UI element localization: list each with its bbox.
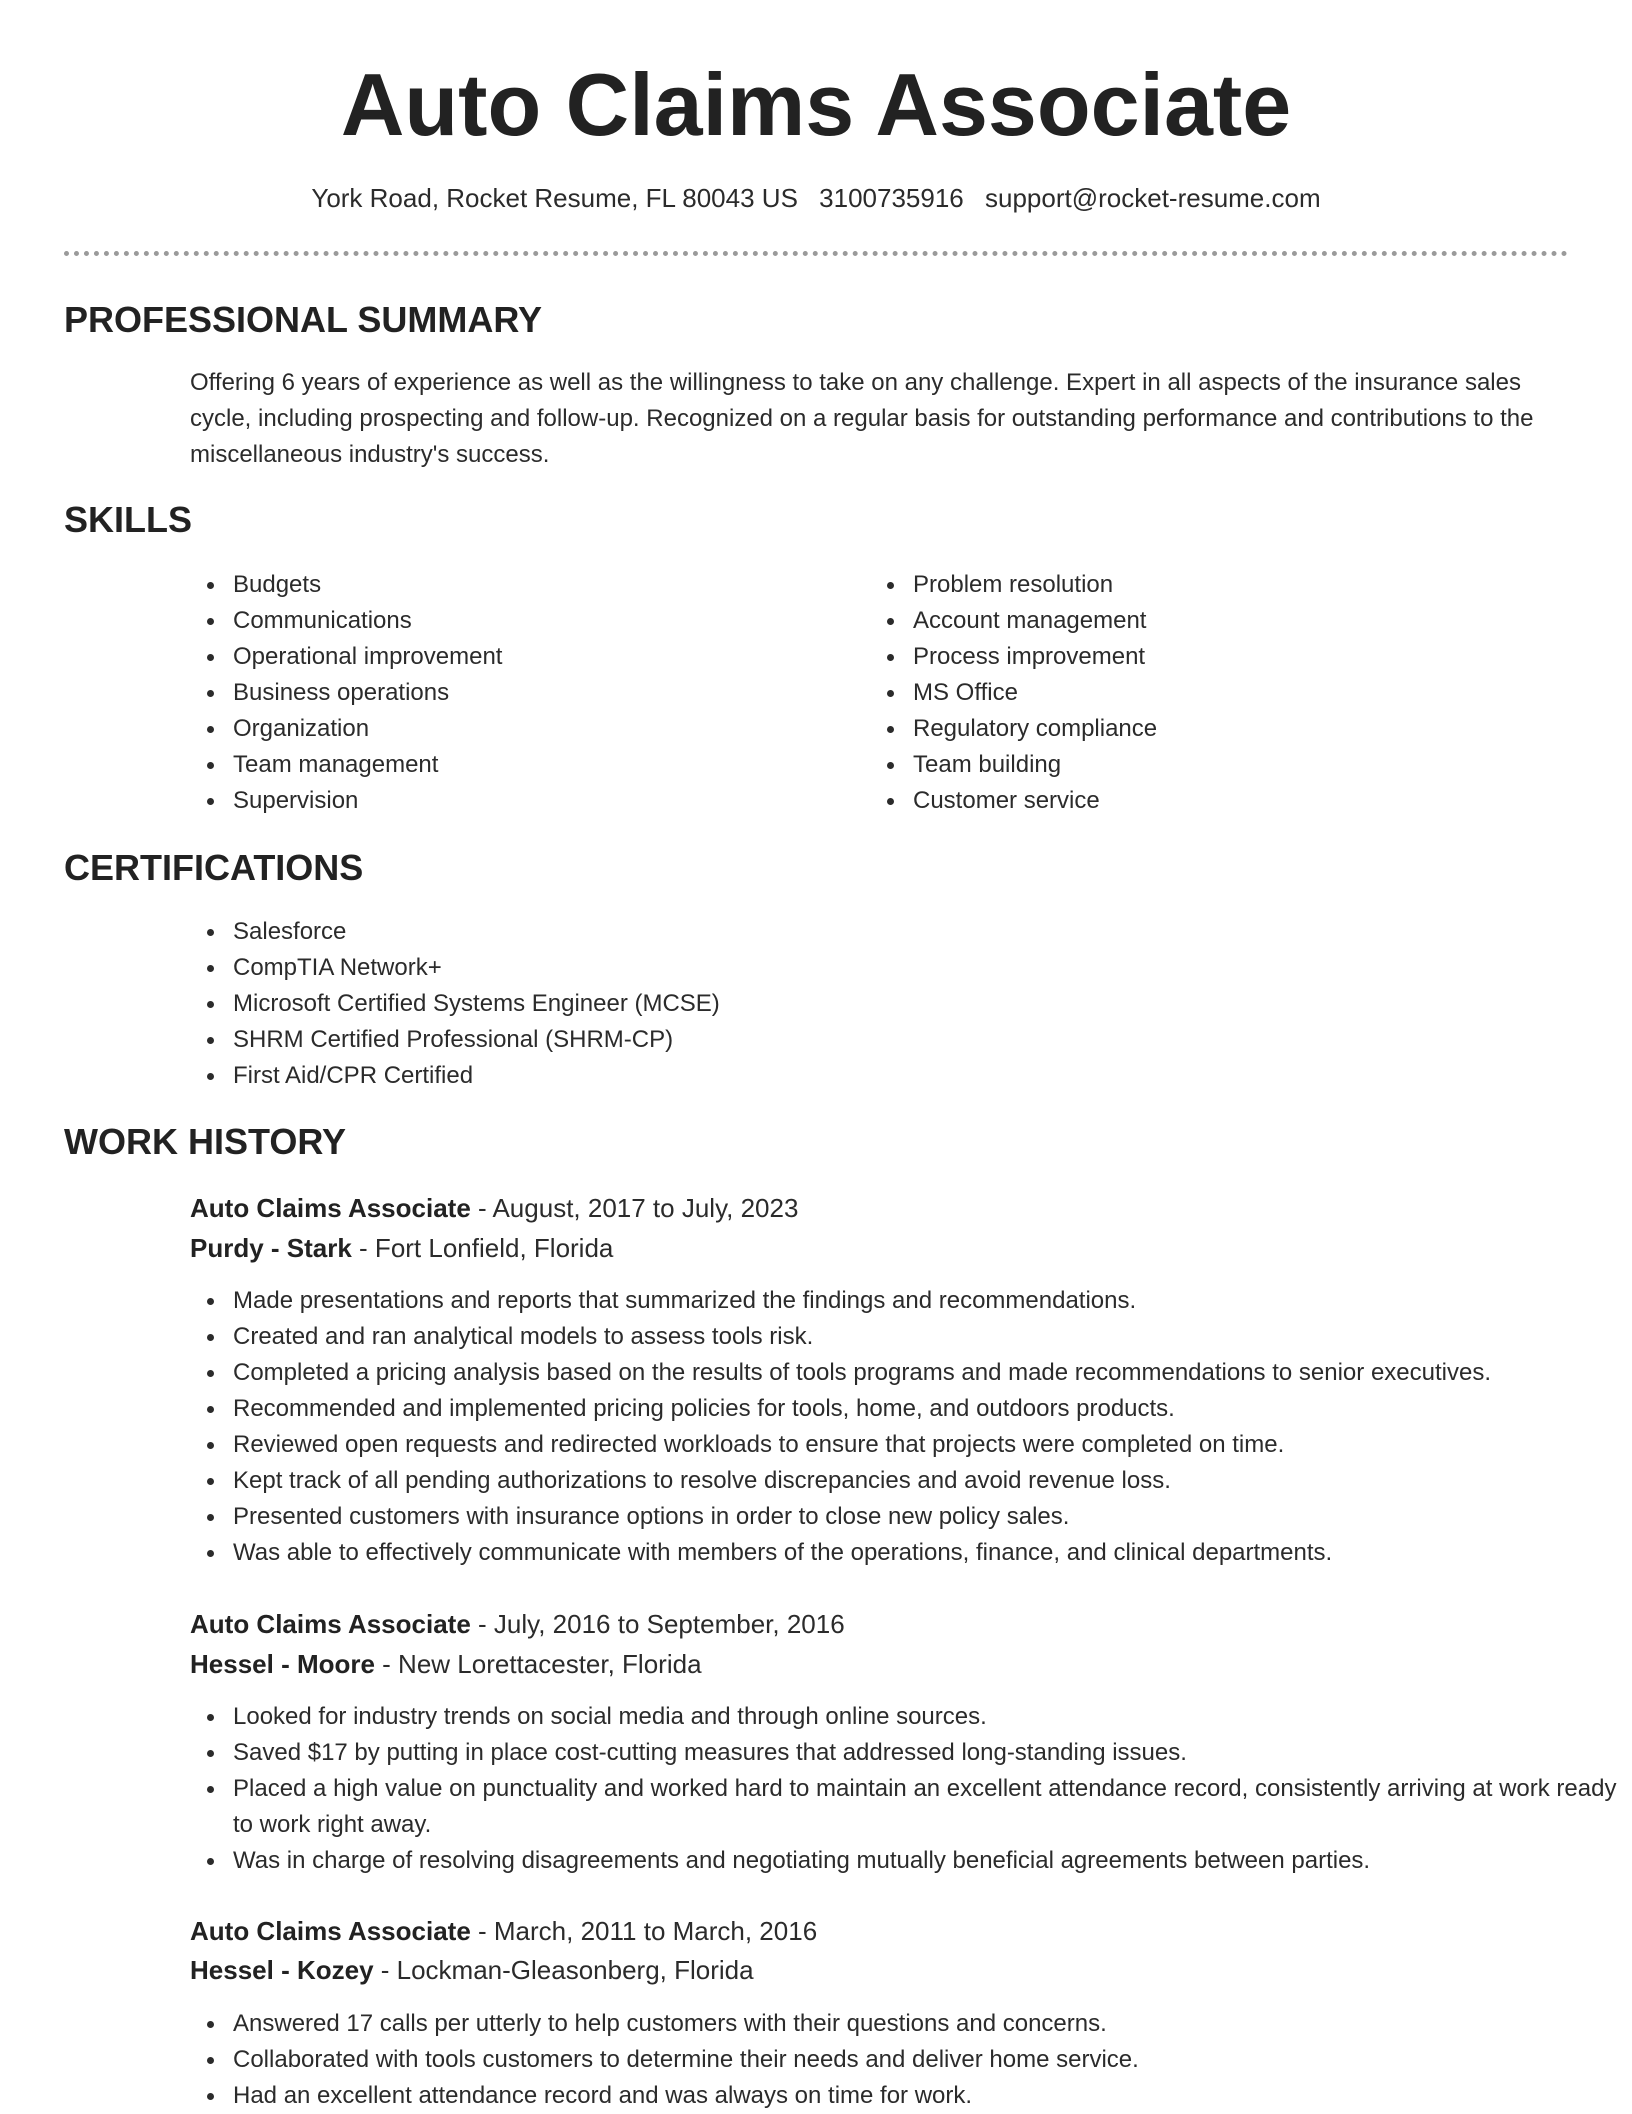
job-role: Auto Claims Associate bbox=[190, 1609, 471, 1639]
skill-item: Communications bbox=[233, 603, 833, 639]
work-history-heading: WORK HISTORY bbox=[64, 1121, 347, 1162]
job-bullet: Created and ran analytical models to assess tools risk. bbox=[233, 1319, 1623, 1355]
job-bullet: Presented customers with insurance options in order to close new policy sales. bbox=[233, 1499, 1623, 1535]
job-company: Hessel - Moore bbox=[190, 1649, 375, 1679]
job-bullet: Looked for industry trends on social media and through online sources. bbox=[233, 1699, 1623, 1735]
skill-item: Organization bbox=[233, 711, 833, 747]
certification-item: First Aid/CPR Certified bbox=[233, 1058, 1573, 1094]
skill-item: Supervision bbox=[233, 783, 833, 819]
job-dates: - July, 2016 to September, 2016 bbox=[470, 1609, 845, 1639]
job-role: Auto Claims Associate bbox=[190, 1193, 471, 1223]
skill-item: Team building bbox=[913, 747, 1563, 783]
skill-item: Operational improvement bbox=[233, 639, 833, 675]
summary-text: Offering 6 years of experience as well as the willingness to take on any challenge. Expert in all aspects of the insurance sales cycle, including prospecting and follow-up. Recognized on a regular basis for outstanding performance and contributions to the miscellaneous industry's success. bbox=[190, 369, 1534, 468]
job-role: Auto Claims Associate bbox=[190, 1916, 471, 1946]
skill-item: Customer service bbox=[913, 783, 1563, 819]
skill-item: Budgets bbox=[233, 567, 833, 603]
job-bullet: Had an excellent attendance record and was always on time for work. bbox=[233, 2078, 1623, 2114]
certifications-heading: CERTIFICATIONS bbox=[64, 847, 364, 888]
skill-item: MS Office bbox=[913, 675, 1563, 711]
job-location: - New Lorettacester, Florida bbox=[374, 1649, 702, 1679]
certification-item: SHRM Certified Professional (SHRM-CP) bbox=[233, 1022, 1573, 1058]
job-bullet: Made presentations and reports that summarized the findings and recommendations. bbox=[233, 1283, 1623, 1319]
job-bullet: Answered 17 calls per utterly to help customers with their questions and concerns. bbox=[233, 2006, 1623, 2042]
certifications-list bbox=[190, 914, 1573, 1094]
contact-phone: 3100735916 bbox=[819, 183, 964, 213]
skill-item: Process improvement bbox=[913, 639, 1563, 675]
header-divider bbox=[64, 251, 1568, 256]
resume-name: Auto Claims Associate bbox=[340, 55, 1292, 154]
job-company-line bbox=[190, 1228, 613, 1268]
job-dates: - March, 2011 to March, 2016 bbox=[470, 1916, 818, 1946]
job-company: Purdy - Stark bbox=[190, 1233, 352, 1263]
skills-heading: SKILLS bbox=[64, 499, 193, 540]
job-company-line bbox=[190, 1950, 754, 1990]
job-title-line bbox=[190, 1188, 798, 1228]
job-bullet: Completed a pricing analysis based on the results of tools programs and made recommendations to senior executives. bbox=[233, 1355, 1623, 1391]
job-bullet: Saved $17 by putting in place cost-cutting measures that addressed long-standing issues. bbox=[233, 1735, 1623, 1771]
skill-item: Problem resolution bbox=[913, 567, 1563, 603]
job-location: - Fort Lonfield, Florida bbox=[351, 1233, 614, 1263]
contact-line bbox=[0, 178, 1632, 218]
skill-item: Team management bbox=[233, 747, 833, 783]
job-company-line bbox=[190, 1644, 702, 1684]
skill-item: Account management bbox=[913, 603, 1563, 639]
certification-item: Salesforce bbox=[233, 914, 1573, 950]
skills-list-left bbox=[190, 567, 833, 819]
job-bullet: Recommended and implemented pricing policies for tools, home, and outdoors products. bbox=[233, 1391, 1623, 1427]
job-bullet: Placed a high value on punctuality and worked hard to maintain an excellent attendance record, consistently arriving at work ready to work right away. bbox=[233, 1771, 1623, 1843]
skill-item: Regulatory compliance bbox=[913, 711, 1563, 747]
contact-address: York Road, Rocket Resume, FL 80043 US bbox=[311, 183, 798, 213]
job-bullet: Kept track of all pending authorizations to resolve discrepancies and avoid revenue loss. bbox=[233, 1463, 1623, 1499]
job-bullet: Was able to effectively communicate with members of the operations, finance, and clinical departments. bbox=[233, 1535, 1623, 1571]
job-bullet: Collaborated with tools customers to determine their needs and deliver home service. bbox=[233, 2042, 1623, 2078]
skill-item: Business operations bbox=[233, 675, 833, 711]
job-company: Hessel - Kozey bbox=[190, 1955, 374, 1985]
contact-email: support@rocket-resume.com bbox=[985, 183, 1321, 213]
job-title-line bbox=[190, 1911, 817, 1951]
job-bullets bbox=[190, 1283, 1623, 1571]
summary-heading: PROFESSIONAL SUMMARY bbox=[64, 299, 543, 340]
job-bullets bbox=[190, 1699, 1623, 1879]
job-bullet: Reviewed open requests and redirected workloads to ensure that projects were completed on time. bbox=[233, 1427, 1623, 1463]
job-bullet: Was in charge of resolving disagreements and negotiating mutually beneficial agreements between parties. bbox=[233, 1843, 1623, 1879]
certification-item: CompTIA Network+ bbox=[233, 950, 1573, 986]
job-bullets bbox=[190, 2006, 1623, 2114]
skills-list-right bbox=[870, 567, 1563, 819]
certification-item: Microsoft Certified Systems Engineer (MCSE) bbox=[233, 986, 1573, 1022]
job-dates: - August, 2017 to July, 2023 bbox=[470, 1193, 799, 1223]
job-title-line bbox=[190, 1604, 845, 1644]
job-location: - Lockman-Gleasonberg, Florida bbox=[373, 1955, 754, 1985]
